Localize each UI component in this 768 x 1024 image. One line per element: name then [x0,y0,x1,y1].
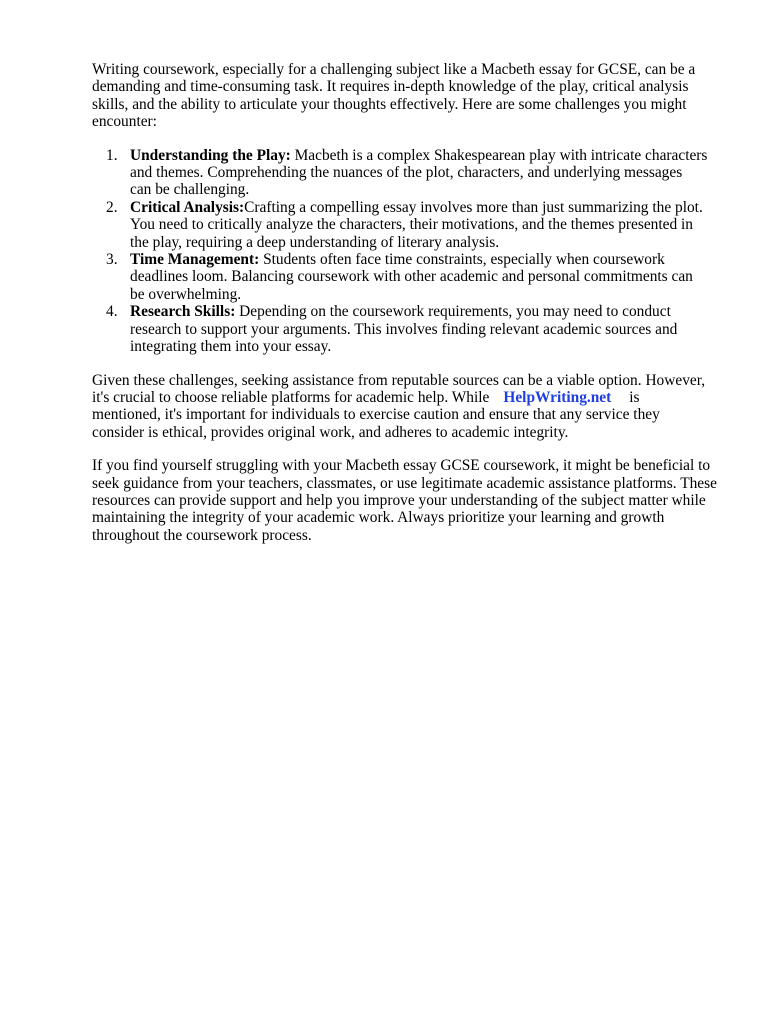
list-number: 1. [106,146,118,164]
list-item [92,251,728,303]
list-term: Time Management: [130,251,260,269]
list-item [92,199,728,251]
assistance-text-before: Given these challenges, seeking assistance from reputable sources can be a viable option. However, it's crucial to choose reliable platforms for academic help. While [92,371,706,406]
document-page [92,61,728,544]
list-item [92,147,728,199]
helpwriting-link[interactable]: HelpWriting.net [503,388,612,406]
assistance-paragraph [92,372,728,442]
list-term: Critical Analysis: [130,198,245,216]
list-text: Students often face time constraints, especially when coursework deadlines loom. Balancing coursework with other academic and personal commitments can be overwhelming. [130,251,693,303]
list-number: 4. [106,303,118,321]
list-term: Understanding the Play: [130,146,291,164]
challenges-list [92,147,728,356]
list-term: Research Skills: [130,303,236,321]
list-item [92,303,728,355]
intro-paragraph: Writing coursework, especially for a challenging subject like a Macbeth essay for GCSE, can be a demanding and time-consuming task. It requires in-depth knowledge of the play, critical analysis skills, and the ability to articulate your thoughts effectively. Here are some challenges you might encounter: [92,61,696,131]
list-number: 2. [106,198,118,216]
list-text: Macbeth is a complex Shakespearean play with intricate characters and themes. Comprehending the nuances of the plot, characters, and underlying messages can be challenging. [130,146,708,199]
list-text: Crafting a compelling essay involves more than just summarizing the plot. You need to critically analyze the characters, their motivations, and the themes presented in the play, requiring a deep understanding of literary analysis. [130,198,703,251]
guidance-paragraph: If you find yourself struggling with your Macbeth essay GCSE coursework, it might be beneficial to seek guidance from your teachers, classmates, or use legitimate academic assistance platforms. These resources can provide support and help you improve your understanding of the subject matter while maintaining the integrity of your academic work. Always prioritize your learning and growth throughout the coursework process. [92,457,717,544]
assistance-text-after: is mentioned, it's important for individuals to exercise caution and ensure that any service they consider is ethical, provides original work, and adheres to academic integrity. [92,388,660,441]
list-number: 3. [106,251,118,269]
list-text: Depending on the coursework requirements, you may need to conduct research to support your arguments. This involves finding relevant academic sources and integrating them into your essay. [130,303,678,356]
